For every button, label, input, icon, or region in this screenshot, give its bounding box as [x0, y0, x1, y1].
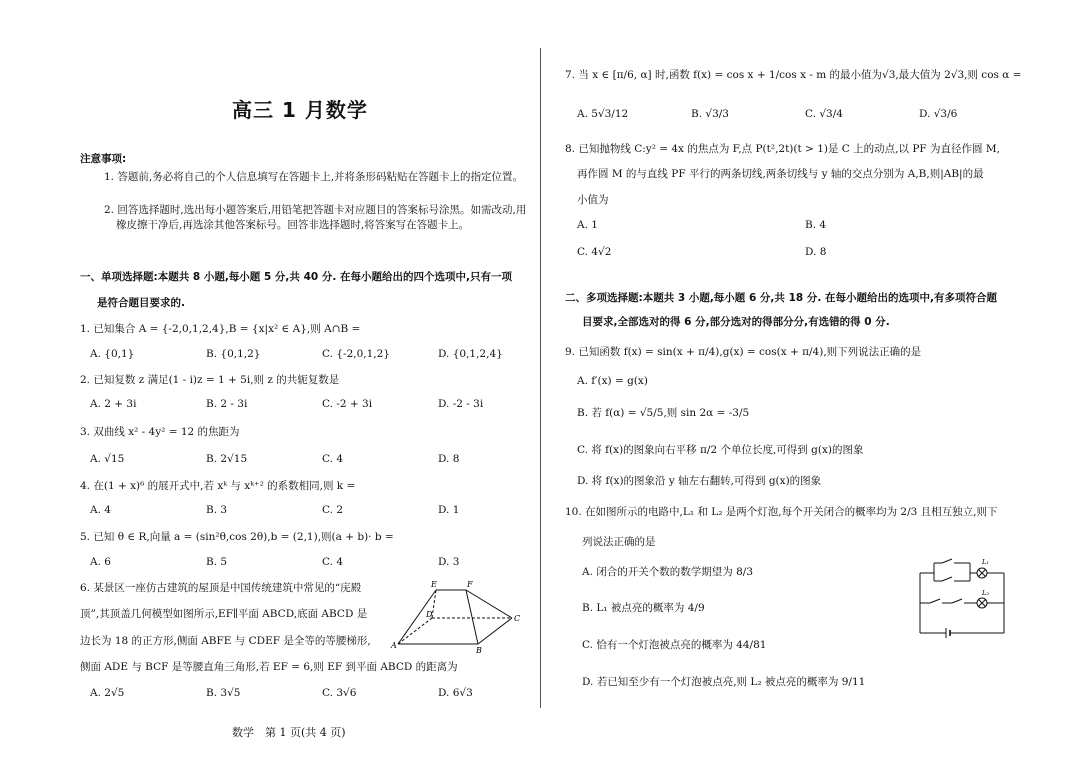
option[interactable]: C. √3/4 [805, 108, 843, 120]
question-8-line3: 小值为 [577, 194, 609, 206]
question-9-option-d[interactable]: D. 将 f(x)的图象沿 y 轴左右翻转,可得到 g(x)的图象 [577, 475, 822, 487]
option[interactable]: A. 5√3/12 [577, 108, 629, 120]
option[interactable]: D. 8 [805, 246, 827, 258]
section2-heading-line2: 目要求,全部选对的得 6 分,部分选对的得部分分,有选错的得 0 分. [582, 316, 890, 328]
option[interactable]: B. 2 - 3i [206, 398, 248, 410]
question-1-stem: 1. 已知集合 A = {-2,0,1,2,4},B = {x|x² ∈ A},则 A∩B = [80, 323, 361, 335]
option[interactable]: D. 6√3 [438, 687, 473, 699]
question-4-stem: 4. 在(1 + x)⁶ 的展开式中,若 xᵏ 与 xᵏ⁺² 的系数相同,则 k = [80, 480, 356, 492]
option[interactable]: D. 1 [438, 504, 460, 516]
option[interactable]: C. -2 + 3i [322, 398, 373, 410]
question-6-line1: 6. 某景区一座仿古建筑的屋顶是中国传统建筑中常见的“庑殿 [80, 582, 362, 594]
question-6-line2: 顶”,其顶盖几何模型如图所示,EF∥平面 ABCD,底面 ABCD 是 [80, 608, 368, 620]
option[interactable]: D. 8 [438, 453, 460, 465]
option[interactable]: B. 4 [805, 219, 827, 231]
question-9-option-b[interactable]: B. 若 f(α) = √5/5,则 sin 2α = -3/5 [577, 407, 750, 419]
option[interactable]: B. 3 [206, 504, 228, 516]
option[interactable]: B. 5 [206, 556, 228, 568]
question-9-option-c[interactable]: C. 将 f(x)的图象向右平移 π/2 个单位长度,可得到 g(x)的图象 [577, 444, 864, 456]
option[interactable]: B. 3√5 [206, 687, 241, 699]
question-10-option-a[interactable]: A. 闭合的开关个数的数学期望为 8/3 [582, 566, 753, 578]
option[interactable]: C. 4√2 [577, 246, 612, 258]
question-7-stem: 7. 当 x ∈ [π/6, α] 时,函数 f(x) = cos x + 1/cos x - m 的最小值为√3,最大值为 2√3,则 cos α = [565, 69, 1022, 81]
section2-heading-line1: 二、多项选择题:本题共 3 小题,每小题 6 分,共 18 分. 在每小题给出的选项中,有多项符合题 [565, 292, 997, 304]
notice-heading: 注意事项: [80, 153, 127, 165]
question-8-line1: 8. 已知抛物线 C:y² = 4x 的焦点为 F,点 P(t²,2t)(t > 1)是 C 上的动点,以 PF 为直径作圆 M, [565, 143, 1000, 155]
label-B: B [476, 646, 482, 654]
option[interactable]: C. 4 [322, 453, 344, 465]
option[interactable]: A. √15 [90, 453, 125, 465]
label-A: A [391, 641, 397, 650]
question-10-line2: 列说法正确的是 [582, 536, 656, 548]
option[interactable]: A. 6 [90, 556, 111, 568]
option[interactable]: C. 2 [322, 504, 344, 516]
option[interactable]: B. 2√15 [206, 453, 248, 465]
option[interactable]: A. 1 [577, 219, 598, 231]
question-6-line3: 边长为 18 的正方形,侧面 ABFE 与 CDEF 是全等的等腰梯形, [80, 635, 371, 647]
option[interactable]: A. 2 + 3i [90, 398, 137, 410]
question-9-stem: 9. 已知函数 f(x) = sin(x + π/4),g(x) = cos(x + π/4),则下列说法正确的是 [565, 346, 922, 358]
option[interactable]: C. {-2,0,1,2} [322, 348, 390, 360]
label-F: F [467, 580, 473, 589]
label-D: D [426, 610, 433, 619]
option[interactable]: D. 3 [438, 556, 460, 568]
question-10-line1: 10. 在如图所示的电路中,L₁ 和 L₂ 是两个灯泡,每个开关闭合的概率均为 2/3 且相互独立,则下 [565, 506, 998, 518]
circuit-figure [916, 553, 1008, 639]
option[interactable]: C. 3√6 [322, 687, 357, 699]
question-3-stem: 3. 双曲线 x² - 4y² = 12 的焦距为 [80, 426, 240, 438]
question-5-stem: 5. 已知 θ ∈ R,向量 a = (sin²θ,cos 2θ),b = (2,1),则(a + b)· b = [80, 531, 394, 543]
question-2-stem: 2. 已知复数 z 满足(1 - i)z = 1 + 5i,则 z 的共轭复数是 [80, 374, 340, 386]
page-title: 高三 1 月数学 [232, 98, 368, 122]
question-9-option-a[interactable]: A. f′(x) = g(x) [577, 375, 648, 387]
label-l2: L₂ [982, 589, 989, 597]
option[interactable]: D. √3/6 [919, 108, 958, 120]
column-divider [540, 48, 541, 708]
question-10-option-b[interactable]: B. L₁ 被点亮的概率为 4/9 [582, 602, 705, 614]
page-footer: 数学 第 1 页(共 4 页) [232, 726, 346, 739]
option[interactable]: B. √3/3 [691, 108, 729, 120]
option[interactable]: B. {0,1,2} [206, 348, 261, 360]
option[interactable]: D. {0,1,2,4} [438, 348, 503, 360]
question-6-line4: 侧面 ADE 与 BCF 是等腰直角三角形,若 EF = 6,则 EF 到平面 ABCD 的距离为 [80, 661, 458, 673]
notice-item-2: 2. 回答选择题时,选出每小题答案后,用铅笔把答题卡对应题目的答案标号涂黑。如需改动,用橡皮擦干净后,再选涂其他答案标号。回答非选择题时,将答案写在答题卡上。 [104, 204, 527, 231]
option[interactable]: C. 4 [322, 556, 344, 568]
section1-heading-line2: 是符合题目要求的. [97, 297, 185, 309]
option[interactable]: A. {0,1} [90, 348, 135, 360]
question-8-line2: 再作圆 M 的与直线 PF 平行的两条切线,两条切线与 y 轴的交点分别为 A,B,则|AB|的最 [577, 168, 984, 180]
label-E: E [431, 580, 437, 589]
option[interactable]: A. 2√5 [90, 687, 125, 699]
question-10-option-c[interactable]: C. 恰有一个灯泡被点亮的概率为 44/81 [582, 639, 767, 651]
label-l1: L₁ [982, 558, 989, 566]
notice-item-1: 1. 答题前,务必将自己的个人信息填写在答题卡上,并将条形码粘贴在答题卡上的指定位置。 [104, 171, 524, 183]
label-C: C [514, 614, 521, 623]
roof-figure [390, 576, 525, 654]
section1-heading-line1: 一、单项选择题:本题共 8 小题,每小题 5 分,共 40 分. 在每小题给出的四个选项中,只有一项 [80, 271, 512, 283]
question-10-option-d[interactable]: D. 若已知至少有一个灯泡被点亮,则 L₂ 被点亮的概率为 9/11 [582, 676, 866, 688]
option[interactable]: A. 4 [90, 504, 111, 516]
option[interactable]: D. -2 - 3i [438, 398, 484, 410]
